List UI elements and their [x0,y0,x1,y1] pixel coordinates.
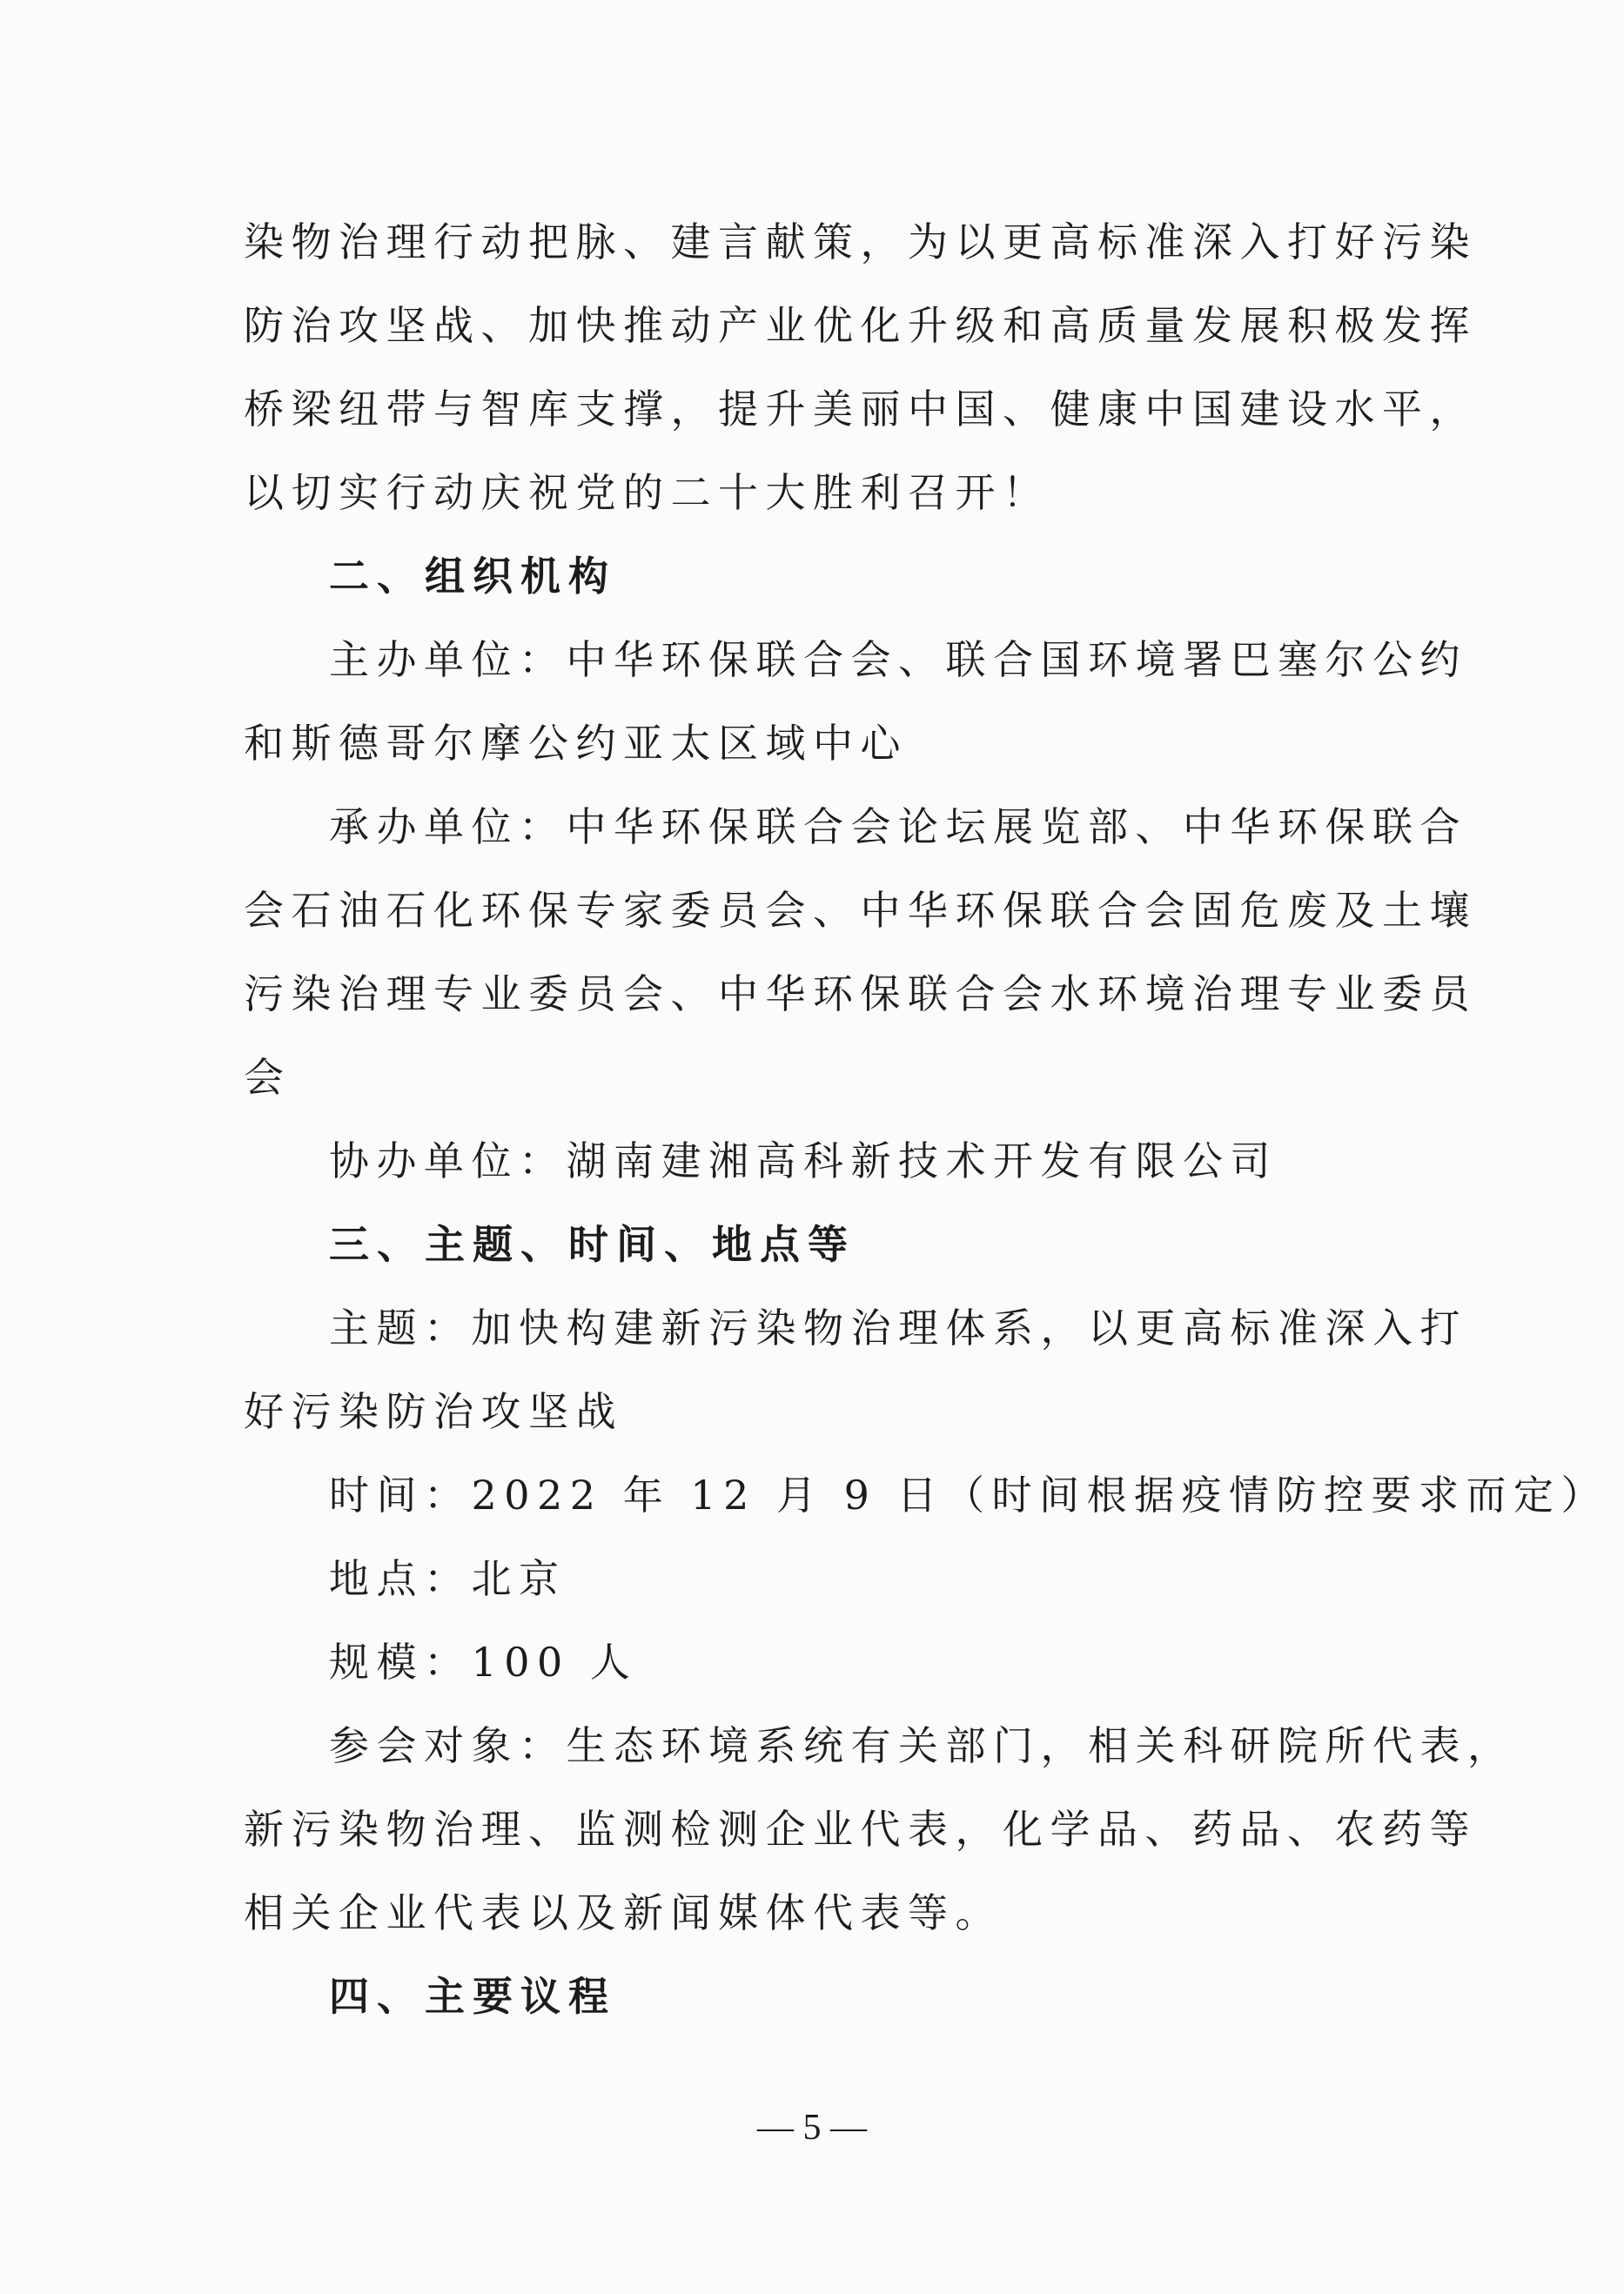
participants-line: 相关企业代表以及新闻媒体代表等。 [244,1889,1003,1936]
body-text-line: 防治攻坚战、加快推动产业优化升级和高质量发展积极发挥 [244,302,1477,349]
co-organizer-line: 协办单位：湖南建湘高科新技术开发有限公司 [329,1137,1278,1184]
organizer-unit-line: 污染治理专业委员会、中华环保联合会水环境治理专业委员 [244,970,1477,1017]
scale-line: 规模：100 人 [329,1639,638,1686]
section-heading-theme-time-place: 三、主题、时间、地点等 [329,1221,856,1268]
body-text-line: 染物治理行动把脉、建言献策，为以更高标准深入打好污染 [244,218,1477,265]
organizer-unit-line: 会石油石化环保专家委员会、中华环保联合会固危废及土壤 [244,887,1477,934]
section-heading-organization: 二、组织机构 [329,553,616,600]
page-number: — 5 — [757,2108,867,2148]
participants-line: 参会对象：生态环境系统有关部门，相关科研院所代表， [329,1722,1515,1769]
participants-line: 新污染物治理、监测检测企业代表，化学品、药品、农药等 [244,1806,1477,1853]
organizer-unit-line: 承办单位：中华环保联合会论坛展览部、中华环保联合 [329,803,1467,850]
place-line: 地点：北京 [329,1555,567,1602]
body-text-line: 桥梁纽带与智库支撑，提升美丽中国、健康中国建设水平， [244,386,1477,433]
body-text-line: 以切实行动庆祝党的二十大胜利召开！ [244,469,1050,516]
host-unit-line: 主办单位：中华环保联合会、联合国环境署巴塞尔公约 [329,636,1467,683]
section-heading-agenda: 四、主要议程 [329,1973,616,2020]
organizer-unit-line: 会 [244,1054,292,1101]
theme-line: 主题：加快构建新污染物治理体系，以更高标准深入打 [329,1305,1467,1352]
theme-line: 好污染防治攻坚战 [244,1388,623,1435]
host-unit-line: 和斯德哥尔摩公约亚太区域中心 [244,720,908,767]
time-line: 时间：2022 年 12 月 9 日（时间根据疫情防控要求而定） [329,1472,1608,1519]
